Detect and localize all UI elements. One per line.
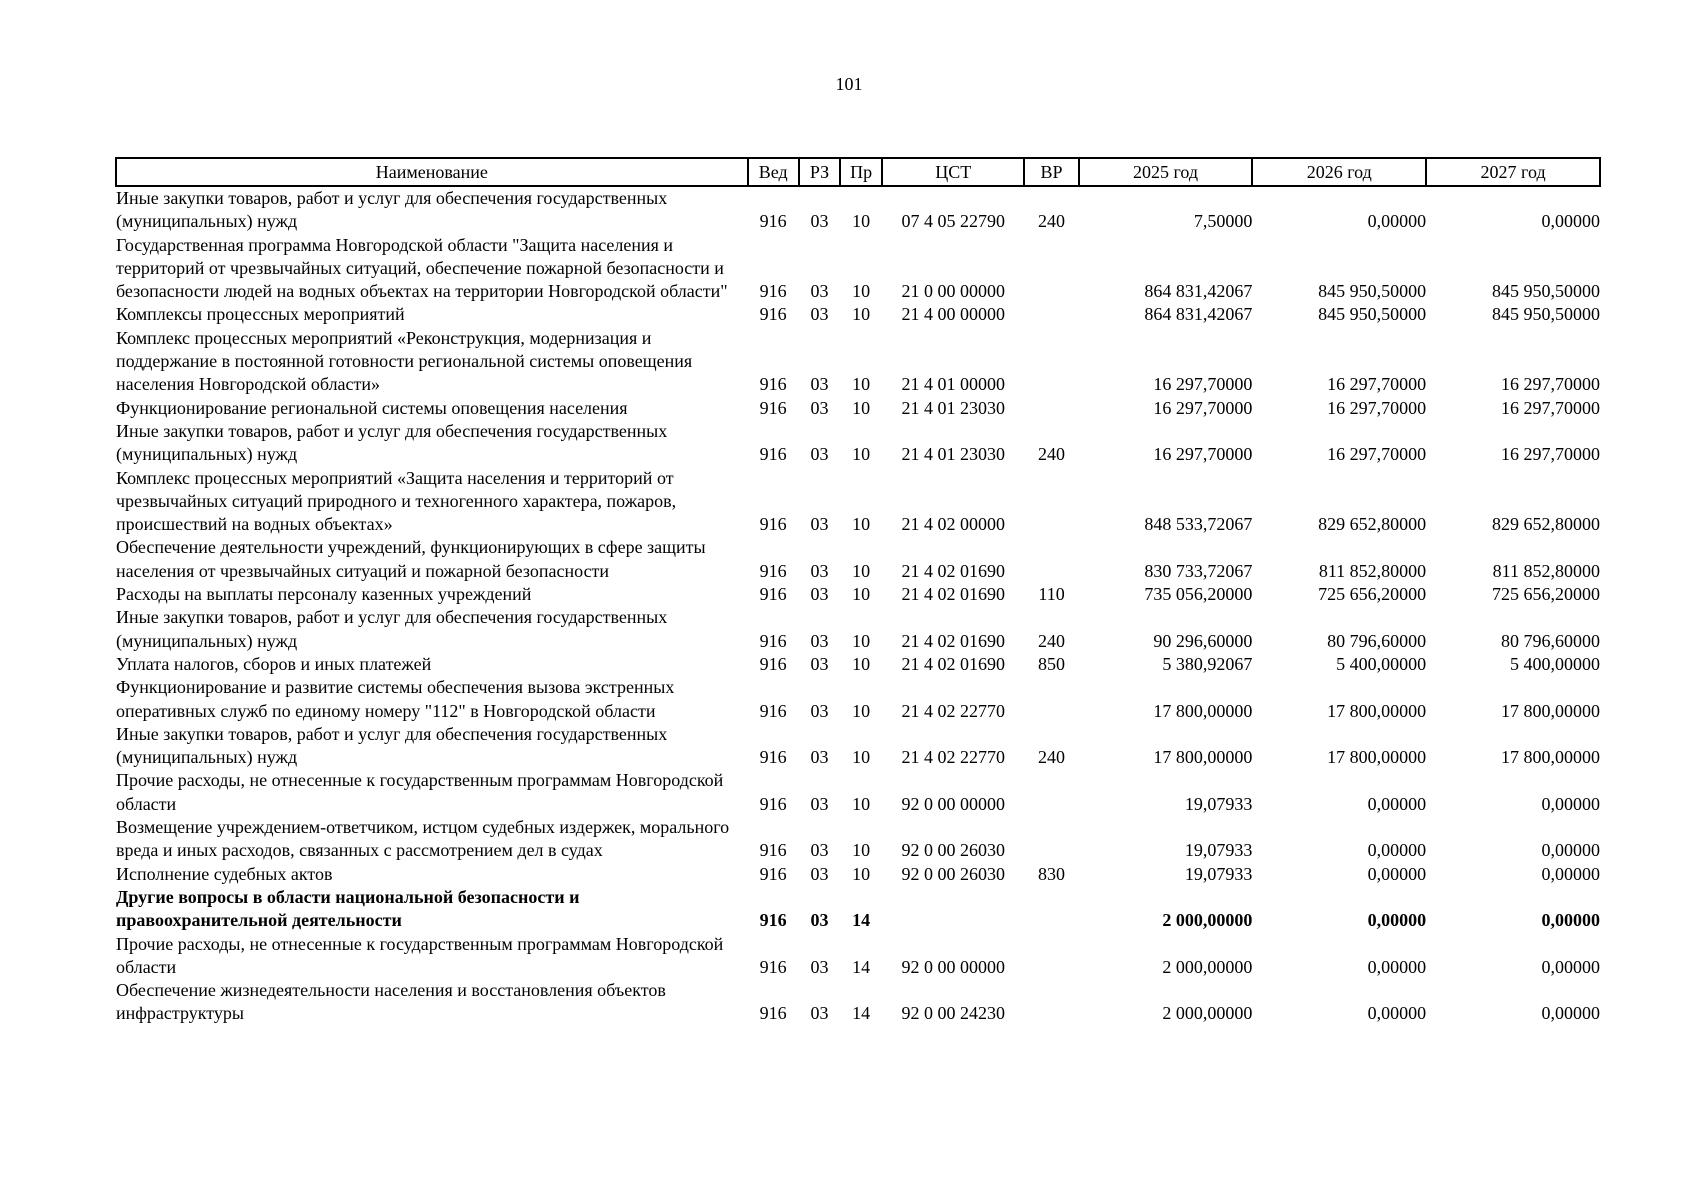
row-cst: 92 0 00 24230: [901, 1003, 1005, 1024]
row-2027: 17 800,00000: [1501, 700, 1600, 721]
table-header: [116, 158, 1600, 186]
row-rz: 03: [810, 304, 829, 325]
row-2026: 80 796,60000: [1327, 630, 1427, 651]
row-2025: 735 056,20000: [1144, 584, 1253, 605]
row-name: Другие вопросы в области национальной безопасности и правоохранительной деятельности: [116, 886, 580, 931]
row-vr: [1024, 676, 1078, 723]
row-2025: 830 733,72067: [1144, 560, 1253, 581]
row-name: Расходы на выплаты персоналу казенных учреждений: [116, 584, 532, 605]
row-pr: 10: [852, 560, 871, 581]
row-rz: 03: [810, 630, 829, 651]
row-2027: 16 297,70000: [1501, 374, 1600, 395]
table-row: [116, 863, 1600, 886]
row-ved: 916: [759, 374, 787, 395]
row-pr: 14: [852, 956, 871, 977]
row-2026: 811 852,80000: [1318, 560, 1427, 581]
table-row-section: [116, 886, 1600, 933]
row-cst: 21 4 02 01690: [901, 584, 1005, 605]
row-name: Обеспечение жизнедеятельности населения и восстановления объектов инфраструктуры: [116, 980, 666, 1024]
row-cst: 21 4 02 01690: [901, 630, 1005, 651]
header-2026: 2026 год: [1252, 158, 1426, 186]
row-name: Иные закупки товаров, работ и услуг для обеспечения государственных (муниципальных) нужд: [116, 188, 668, 232]
table-row: [116, 467, 1600, 537]
row-2025: 864 831,42067: [1144, 281, 1253, 302]
row-cst: 07 4 05 22790: [901, 211, 1005, 232]
row-vr: [1024, 397, 1078, 420]
row-ved: 916: [759, 444, 787, 465]
row-vr: 830: [1038, 863, 1066, 884]
row-pr: 10: [852, 700, 871, 721]
row-rz: 03: [810, 747, 829, 768]
row-cst: 21 4 02 22770: [901, 700, 1005, 721]
table-row: [116, 397, 1600, 420]
row-name: Функционирование региональной системы оповещения населения: [116, 397, 628, 418]
row-2027: 80 796,60000: [1501, 630, 1600, 651]
row-2027: 0,00000: [1541, 793, 1600, 814]
row-name: Комплексы процессных мероприятий: [116, 304, 405, 325]
row-pr: 14: [852, 1003, 871, 1024]
row-rz: 03: [810, 560, 829, 581]
row-2026: 17 800,00000: [1327, 700, 1427, 721]
row-pr: 10: [852, 840, 871, 861]
row-2025: 2 000,00000: [1162, 910, 1253, 931]
row-name: Прочие расходы, не отнесенные к государственным программам Новгородской области: [116, 933, 724, 977]
row-2026: 829 652,80000: [1318, 514, 1427, 535]
row-ved: 916: [759, 560, 787, 581]
row-2026: 17 800,00000: [1327, 747, 1427, 768]
row-ved: 916: [759, 956, 787, 977]
row-2027: 17 800,00000: [1501, 747, 1600, 768]
table-row: [116, 420, 1600, 467]
row-rz: 03: [810, 840, 829, 861]
row-2027: 829 652,80000: [1492, 514, 1600, 535]
row-ved: 916: [759, 584, 787, 605]
row-pr: 14: [852, 910, 871, 931]
row-2025: 7,50000: [1193, 211, 1253, 232]
row-2026: 0,00000: [1367, 793, 1427, 814]
row-name: Государственная программа Новгородской области "Защита населения и территорий от чрезвычайных ситуаций, обеспечение пожарной безопасности и безопасности людей на водных объектах на территории Новгородской области": [116, 234, 728, 302]
row-2026: 725 656,20000: [1318, 584, 1427, 605]
row-name: Обеспечение деятельности учреждений, функционирующих в сфере защиты населения от чрезвычайных ситуаций и пожарной безопасности: [116, 537, 706, 581]
row-cst: 21 4 02 01690: [901, 653, 1005, 674]
row-pr: 10: [852, 747, 871, 768]
table-row: [116, 606, 1600, 653]
row-2027: 0,00000: [1541, 840, 1600, 861]
row-2026: 0,00000: [1367, 1003, 1427, 1024]
row-2025: 19,07933: [1184, 840, 1253, 861]
table-row: [116, 234, 1600, 304]
row-2027: 811 852,80000: [1492, 560, 1600, 581]
row-cst: 21 0 00 00000: [901, 281, 1005, 302]
row-2025: 19,07933: [1184, 793, 1253, 814]
header-cst: ЦСТ: [882, 158, 1025, 186]
row-2026: 16 297,70000: [1327, 397, 1427, 418]
row-cst: 92 0 00 00000: [901, 793, 1005, 814]
row-pr: 10: [852, 863, 871, 884]
row-2027: 16 297,70000: [1501, 444, 1600, 465]
row-rz: 03: [810, 653, 829, 674]
row-ved: 916: [759, 910, 787, 931]
row-2025: 2 000,00000: [1162, 956, 1253, 977]
row-vr: [1024, 816, 1078, 863]
row-pr: 10: [852, 281, 871, 302]
row-pr: 10: [852, 793, 871, 814]
row-rz: 03: [810, 444, 829, 465]
row-vr: [1024, 467, 1078, 537]
table-body: [116, 186, 1600, 1026]
table-row: [116, 583, 1600, 606]
row-ved: 916: [759, 793, 787, 814]
row-pr: 10: [852, 630, 871, 651]
table-row: [116, 653, 1600, 676]
row-ved: 916: [759, 863, 787, 884]
row-2027: 725 656,20000: [1492, 584, 1600, 605]
row-2027: 0,00000: [1541, 1003, 1600, 1024]
row-cst: 21 4 01 23030: [901, 397, 1005, 418]
row-name: Комплекс процессных мероприятий «Реконструкция, модернизация и поддержание в постоянной готовности региональной системы оповещения населения Новгородской области»: [116, 327, 693, 395]
row-vr: [1024, 303, 1078, 326]
row-rz: 03: [810, 397, 829, 418]
row-vr: 240: [1038, 444, 1066, 465]
table-row: [116, 723, 1600, 770]
row-2027: 16 297,70000: [1501, 397, 1600, 418]
header-2027: 2027 год: [1426, 158, 1600, 186]
row-cst: 21 4 01 00000: [901, 374, 1005, 395]
row-2027: 0,00000: [1541, 910, 1600, 931]
row-rz: 03: [810, 1003, 829, 1024]
row-pr: 10: [852, 653, 871, 674]
header-row: [116, 158, 1600, 186]
table-row: [116, 816, 1600, 863]
row-2025: 5 380,92067: [1162, 653, 1253, 674]
row-vr: [1024, 327, 1078, 397]
row-ved: 916: [759, 700, 787, 721]
row-2026: 0,00000: [1367, 211, 1427, 232]
row-vr: [1024, 886, 1078, 933]
header-rz: РЗ: [799, 158, 841, 186]
row-cst: 92 0 00 26030: [901, 863, 1005, 884]
row-2025: 17 800,00000: [1153, 747, 1253, 768]
row-pr: 10: [852, 397, 871, 418]
row-cst: [882, 886, 1025, 933]
row-cst: 21 4 02 22770: [901, 747, 1005, 768]
row-cst: 21 4 02 00000: [901, 514, 1005, 535]
row-name: Комплекс процессных мероприятий «Защита населения и территорий от чрезвычайных ситуаций природного и техногенного характера, пожаров, происшествий на водных объектах»: [116, 467, 677, 535]
row-2027: 0,00000: [1541, 211, 1600, 232]
row-2025: 19,07933: [1184, 863, 1253, 884]
row-ved: 916: [759, 747, 787, 768]
row-pr: 10: [852, 514, 871, 535]
row-vr: [1024, 769, 1078, 816]
row-rz: 03: [810, 910, 829, 931]
table-row: [116, 933, 1600, 980]
row-2026: 0,00000: [1367, 910, 1427, 931]
row-cst: 21 4 00 00000: [901, 304, 1005, 325]
row-2025: 2 000,00000: [1162, 1003, 1253, 1024]
row-vr: [1024, 536, 1078, 583]
table-row: [116, 327, 1600, 397]
row-name: Иные закупки товаров, работ и услуг для обеспечения государственных (муниципальных) нужд: [116, 420, 668, 465]
row-rz: 03: [810, 863, 829, 884]
row-vr: 240: [1038, 630, 1066, 651]
row-vr: 240: [1038, 747, 1066, 768]
row-ved: 916: [759, 514, 787, 535]
row-pr: 10: [852, 444, 871, 465]
row-2027: 0,00000: [1541, 863, 1600, 884]
row-ved: 916: [759, 397, 787, 418]
row-2026: 5 400,00000: [1336, 653, 1427, 674]
row-cst: 92 0 00 26030: [901, 840, 1005, 861]
row-vr: [1024, 933, 1078, 980]
row-2026: 16 297,70000: [1327, 374, 1427, 395]
page-number: 101: [835, 74, 863, 94]
row-vr: [1024, 234, 1078, 304]
row-cst: 92 0 00 00000: [901, 956, 1005, 977]
row-name: Прочие расходы, не отнесенные к государственным программам Новгородской области: [116, 770, 724, 814]
row-pr: 10: [852, 584, 871, 605]
row-ved: 916: [759, 840, 787, 861]
table-row: [116, 769, 1600, 816]
row-2026: 0,00000: [1367, 863, 1427, 884]
row-2027: 845 950,50000: [1492, 304, 1600, 325]
row-rz: 03: [810, 956, 829, 977]
row-vr: 850: [1038, 653, 1066, 674]
header-name: Наименование: [116, 158, 748, 186]
table-row: [116, 186, 1600, 234]
budget-table: [115, 157, 1601, 1026]
header-2025: 2025 год: [1079, 158, 1253, 186]
row-pr: 10: [852, 211, 871, 232]
row-ved: 916: [759, 304, 787, 325]
row-name: Уплата налогов, сборов и иных платежей: [116, 653, 432, 674]
row-2025: 16 297,70000: [1153, 444, 1253, 465]
row-2025: 864 831,42067: [1144, 304, 1253, 325]
table-row: [116, 536, 1600, 583]
row-2026: 845 950,50000: [1318, 304, 1427, 325]
row-rz: 03: [810, 211, 829, 232]
row-rz: 03: [810, 374, 829, 395]
row-name: Возмещение учреждением-ответчиком, истцом судебных издержек, морального вреда и иных расходов, связанных с рассмотрением дел в судах: [116, 817, 730, 861]
row-2025: 16 297,70000: [1153, 374, 1253, 395]
row-2025: 17 800,00000: [1153, 700, 1253, 721]
row-rz: 03: [810, 793, 829, 814]
row-pr: 10: [852, 304, 871, 325]
header-vr: ВР: [1024, 158, 1078, 186]
row-2026: 0,00000: [1367, 956, 1427, 977]
row-pr: 10: [852, 374, 871, 395]
row-rz: 03: [810, 584, 829, 605]
table-row: [116, 676, 1600, 723]
row-vr: [1024, 979, 1078, 1026]
row-2027: 0,00000: [1541, 956, 1600, 977]
row-name: Иные закупки товаров, работ и услуг для обеспечения государственных (муниципальных) нужд: [116, 723, 668, 768]
row-ved: 916: [759, 211, 787, 232]
row-ved: 916: [759, 281, 787, 302]
row-2027: 845 950,50000: [1492, 281, 1600, 302]
row-rz: 03: [810, 281, 829, 302]
row-2026: 845 950,50000: [1318, 281, 1427, 302]
row-name: Исполнение судебных актов: [116, 863, 333, 884]
table-row: [116, 979, 1600, 1026]
row-2025: 90 296,60000: [1153, 630, 1253, 651]
row-cst: 21 4 01 23030: [901, 444, 1005, 465]
row-vr: 240: [1038, 211, 1066, 232]
row-rz: 03: [810, 700, 829, 721]
row-ved: 916: [759, 630, 787, 651]
table-row: [116, 303, 1600, 326]
row-vr: 110: [1038, 584, 1065, 605]
row-name: Иные закупки товаров, работ и услуг для обеспечения государственных (муниципальных) нужд: [116, 607, 668, 651]
row-2026: 0,00000: [1367, 840, 1427, 861]
row-2025: 848 533,72067: [1144, 514, 1253, 535]
row-ved: 916: [759, 653, 787, 674]
header-ved: Вед: [748, 158, 799, 186]
row-cst: 21 4 02 01690: [901, 560, 1005, 581]
row-2025: 16 297,70000: [1153, 397, 1253, 418]
header-pr: Пр: [840, 158, 882, 186]
row-rz: 03: [810, 514, 829, 535]
row-2026: 16 297,70000: [1327, 444, 1427, 465]
row-name: Функционирование и развитие системы обеспечения вызова экстренных оперативных служб по единому номеру "112" в Новгородской области: [116, 677, 675, 721]
row-ved: 916: [759, 1003, 787, 1024]
row-2027: 5 400,00000: [1510, 653, 1600, 674]
